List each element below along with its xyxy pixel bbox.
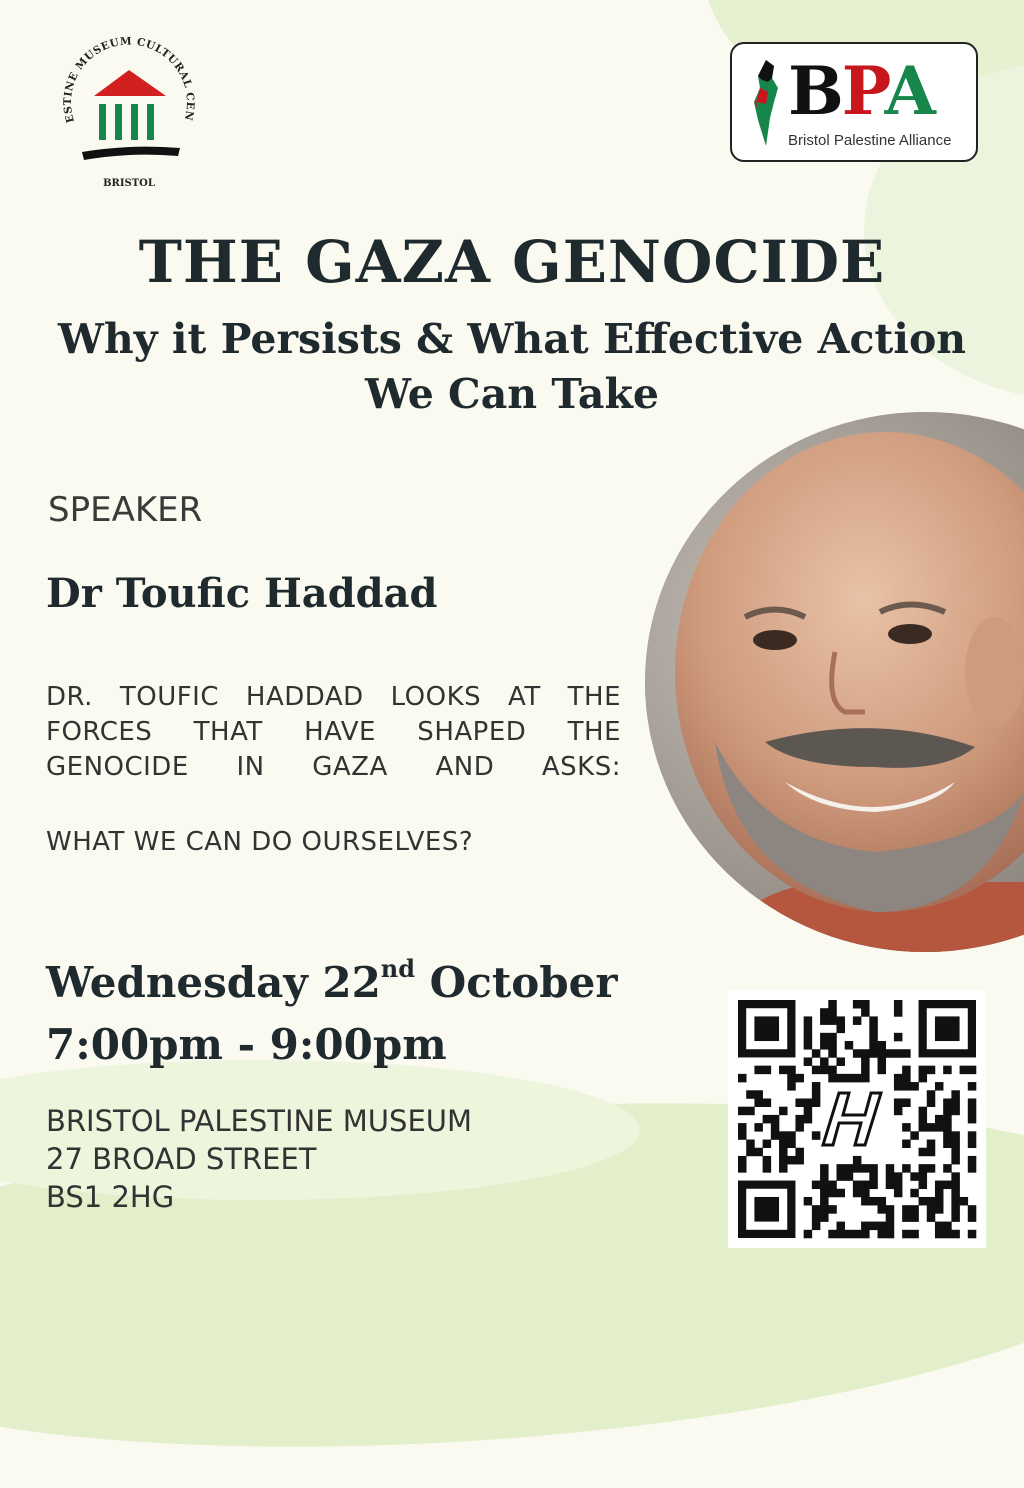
event-date bbox=[46, 954, 618, 1007]
subtitle-line-2: We Can Take bbox=[365, 370, 659, 418]
venue-line-2: 27 BROAD STREET bbox=[46, 1142, 317, 1176]
bpa-acronym: BPA bbox=[788, 52, 934, 130]
event-date-day: Wednesday 22 bbox=[46, 958, 381, 1007]
speaker-name: Dr Toufic Haddad bbox=[46, 570, 438, 617]
venue-line-3: BS1 2HG bbox=[46, 1180, 175, 1214]
palestine-map-icon bbox=[748, 58, 784, 148]
qr-code-icon[interactable] bbox=[728, 990, 986, 1248]
venue-line-1: BRISTOL PALESTINE MUSEUM bbox=[46, 1104, 473, 1138]
venue-address bbox=[46, 1102, 472, 1216]
event-date-ordinal: nd bbox=[380, 954, 416, 983]
museum-city-text: BRISTOL bbox=[103, 178, 155, 186]
speaker-question: WHAT WE CAN DO OURSELVES? bbox=[46, 827, 474, 857]
bpa-logo bbox=[730, 42, 978, 162]
speaker-description: DR. TOUFIC HADDAD LOOKS AT THE FORCES THAT HAVE SHAPED THE GENOCIDE IN GAZA AND ASKS: bbox=[46, 682, 621, 782]
speaker-label: SPEAKER bbox=[48, 490, 203, 530]
speaker-photo bbox=[645, 412, 1024, 952]
subtitle-line-1: Why it Persists & What Effective Action bbox=[57, 315, 967, 363]
event-subtitle bbox=[40, 312, 984, 422]
museum-name-text: ESTINE MUSEUM CULTURAL CEN bbox=[61, 36, 197, 125]
event-title: THE GAZA GENOCIDE bbox=[138, 228, 886, 296]
museum-logo bbox=[54, 36, 204, 186]
event-time: 7:00pm - 9:00pm bbox=[46, 1020, 447, 1069]
bpa-full-name: Bristol Palestine Alliance bbox=[788, 132, 952, 149]
event-date-month: October bbox=[415, 958, 618, 1007]
